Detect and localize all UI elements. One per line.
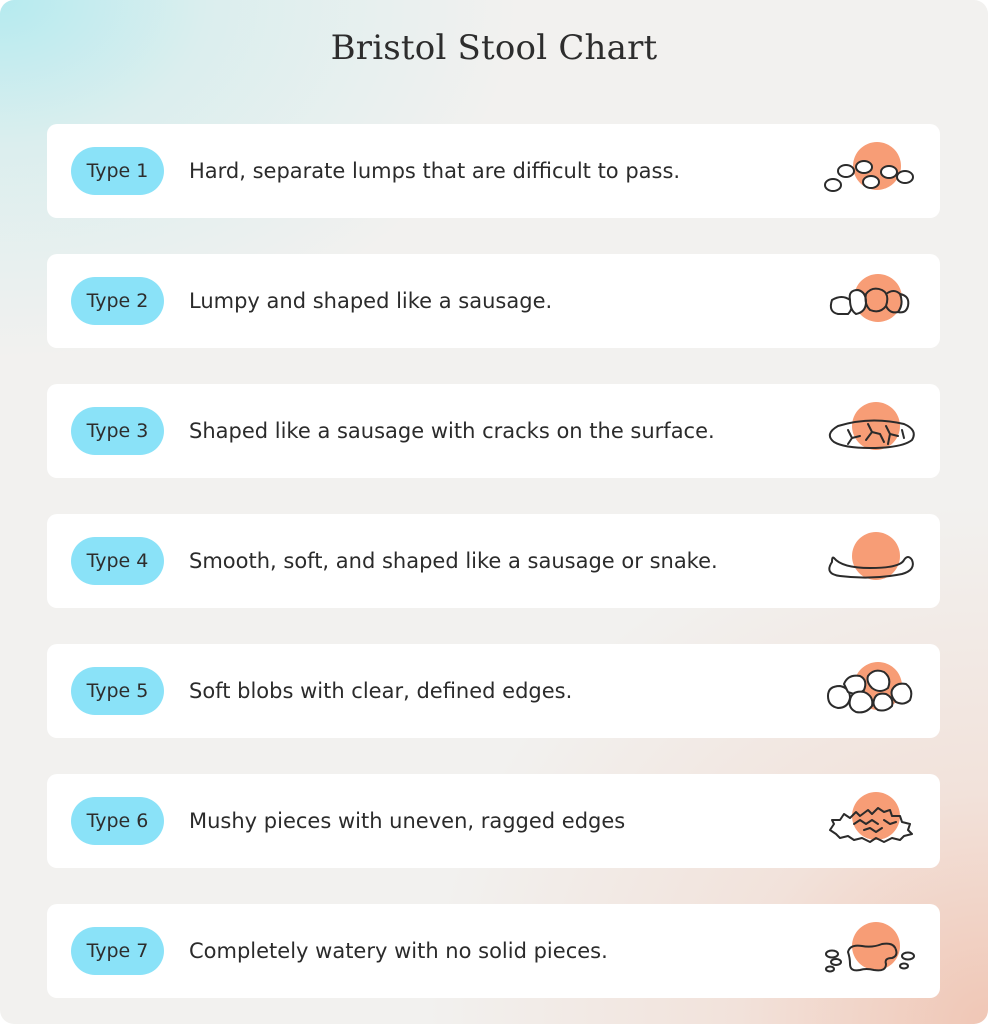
type-description: Soft blobs with clear, defined edges. bbox=[189, 679, 573, 703]
type-description: Hard, separate lumps that are difficult to pass. bbox=[189, 159, 681, 183]
type-row-7 bbox=[47, 904, 940, 998]
type-row-3 bbox=[47, 384, 940, 478]
type-row-6 bbox=[47, 774, 940, 868]
smooth-sausage-icon bbox=[820, 524, 920, 598]
type-badge: Type 7 bbox=[71, 927, 164, 975]
type-description: Smooth, soft, and shaped like a sausage or snake. bbox=[189, 549, 718, 573]
type-description: Completely watery with no solid pieces. bbox=[189, 939, 608, 963]
type-row-2 bbox=[47, 254, 940, 348]
soft-blobs-icon bbox=[820, 654, 920, 728]
separate-lumps-icon bbox=[820, 134, 920, 208]
watery-puddle-icon bbox=[820, 914, 920, 988]
type-row-1 bbox=[47, 124, 940, 218]
type-badge: Type 4 bbox=[71, 537, 164, 585]
type-description: Shaped like a sausage with cracks on the surface. bbox=[189, 419, 715, 443]
cracked-sausage-icon bbox=[820, 394, 920, 468]
type-row-5 bbox=[47, 644, 940, 738]
type-badge: Type 3 bbox=[71, 407, 164, 455]
mushy-pieces-icon bbox=[820, 784, 920, 858]
type-badge: Type 1 bbox=[71, 147, 164, 195]
lumpy-sausage-icon bbox=[820, 264, 920, 338]
page-title: Bristol Stool Chart bbox=[330, 28, 658, 68]
type-badge: Type 2 bbox=[71, 277, 164, 325]
type-badge: Type 6 bbox=[71, 797, 164, 845]
type-row-4 bbox=[47, 514, 940, 608]
type-description: Lumpy and shaped like a sausage. bbox=[189, 289, 553, 313]
type-badge: Type 5 bbox=[71, 667, 164, 715]
type-description: Mushy pieces with uneven, ragged edges bbox=[189, 809, 626, 833]
